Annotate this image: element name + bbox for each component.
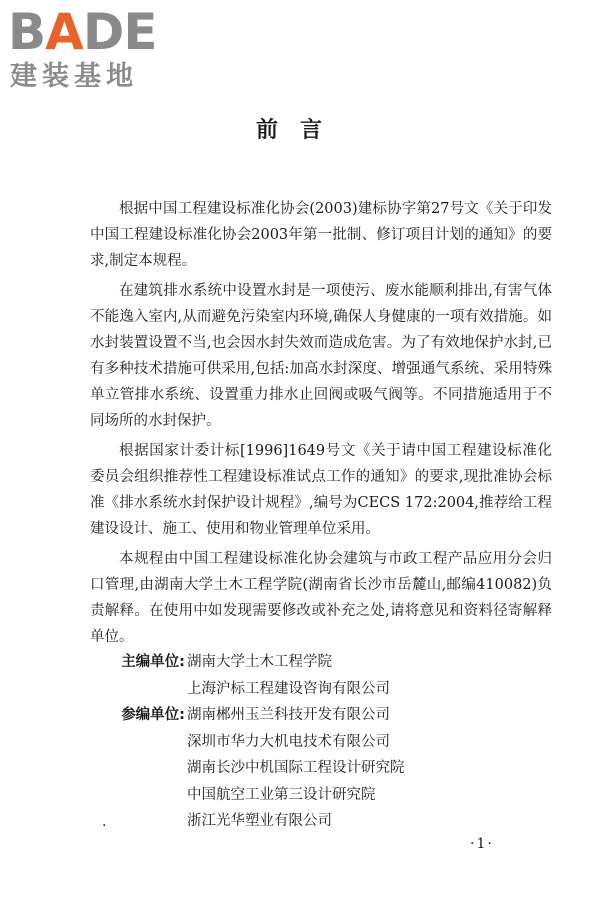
logo-letter-b: B [8, 3, 46, 61]
participating-unit: 浙江光华塑业有限公司 [187, 813, 332, 829]
participating-units-label: 参编单位: [121, 707, 185, 723]
participating-units-block [90, 702, 552, 835]
chief-units-label: 主编单位: [121, 654, 185, 670]
participating-unit: 湖南郴州玉兰科技开发有限公司 [187, 707, 390, 723]
chief-unit: 上海沪标工程建设咨询有限公司 [187, 680, 390, 697]
logo-letter-a: A [45, 3, 83, 61]
chief-unit: 湖南大学土木工程学院 [187, 654, 332, 670]
page-title: 前言 [255, 118, 344, 143]
participating-unit: 湖南长沙中机国际工程设计研究院 [187, 760, 405, 776]
logo-subtitle: 建装基地 [10, 61, 138, 92]
participating-units-list [187, 702, 552, 835]
bade-logo [8, 4, 178, 96]
participating-unit: 中国航空工业第三设计研究院 [187, 786, 376, 803]
paragraph-1: 根据中国工程建设标准化协会(2003)建标协字第27号文《关于印发中国工程建设标准化协会2003年第一批制、修订项目计划的通知》的要求,制定本规程。 [90, 201, 552, 269]
paragraph-3: 根据国家计委计标[1996]1649号文《关于请中国工程建设标准化委员会组织推荐性工程建设标准试点工作的通知》的要求,现批准协会标准《排水系统水封保护设计规程》,编号为CECS 172:2004,推荐给工程建设设计、施工、使用和物业管理单位采用。 [90, 443, 552, 537]
participating-unit: 深圳市华力大机电技术有限公司 [187, 733, 390, 750]
logo-wordmark [8, 4, 157, 60]
paragraph-2: 在建筑排水系统中设置水封是一项使污、废水能顺利排出,有害气体不能逸入室内,从而避免污染室内环境,确保人身健康的一项有效措施。如水封装置设置不当,也会因水封失效而造成危害。为了有效地保护水封,已有多种技术措施可供采用,包括:加高水封深度、增强通气系统、采用特殊单立管排水系统、设置重力排水止回阀或吸气阀等。不同措施适用于不同场所的水封保护。 [90, 283, 552, 429]
page-number: ·1· [470, 836, 494, 852]
stray-dot-mark: · [102, 818, 107, 834]
chief-units-list [187, 649, 552, 702]
chief-units-block [90, 649, 552, 702]
logo-letters-de: DE [82, 3, 157, 61]
preface-body [90, 196, 552, 654]
paragraph-4: 本规程由中国工程建设标准化协会建筑与市政工程产品应用分会归口管理,由湖南大学土木工程学院(湖南省长沙市岳麓山,邮编410082)负责解释。在使用中如发现需要修改或补充之处,请将意见和资料径寄解释单位。 [90, 551, 552, 645]
units-section [90, 649, 552, 835]
